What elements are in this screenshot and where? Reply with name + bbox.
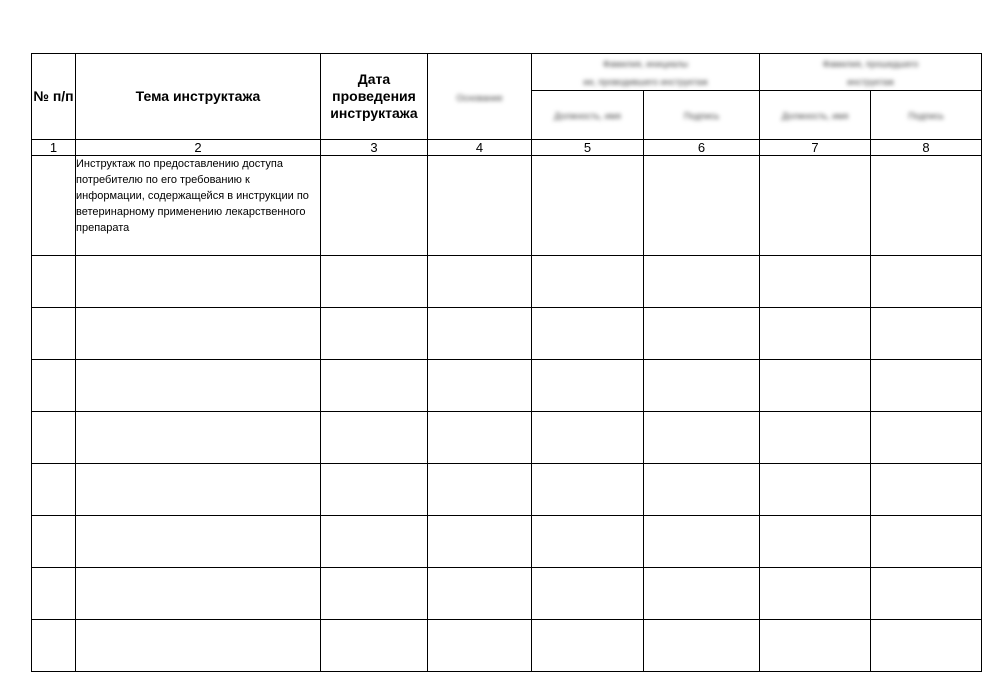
cell-instructor-position — [532, 568, 644, 620]
cell-basis — [428, 412, 532, 464]
cell-topic — [76, 412, 321, 464]
cell-topic: Инструктаж по предоставлению доступа потребителю по его требованию к информации, содержащейся в инструкции по ветеринарному применению лекарственного препарата — [76, 156, 321, 256]
cell-basis — [428, 464, 532, 516]
cell-date — [321, 516, 428, 568]
cell-instructor-signature — [644, 256, 760, 308]
cell-date — [321, 568, 428, 620]
header-group-b-subtext: инструктаж — [846, 77, 895, 87]
table-row — [32, 568, 982, 620]
column-number: 6 — [644, 140, 760, 156]
cell-num — [32, 620, 76, 672]
header-col8 — [871, 91, 982, 140]
table-row — [32, 464, 982, 516]
cell-trainee-signature — [871, 308, 982, 360]
header-col5 — [532, 91, 644, 140]
cell-basis — [428, 308, 532, 360]
cell-topic — [76, 568, 321, 620]
cell-topic — [76, 464, 321, 516]
cell-instructor-signature — [644, 156, 760, 256]
cell-basis — [428, 620, 532, 672]
cell-trainee-position — [760, 516, 871, 568]
cell-num — [32, 412, 76, 464]
cell-trainee-signature — [871, 516, 982, 568]
cell-trainee-signature — [871, 156, 982, 256]
cell-basis — [428, 516, 532, 568]
header-group-b-text: Фамилия, прошедшего — [822, 59, 919, 69]
cell-num — [32, 568, 76, 620]
cell-instructor-signature — [644, 308, 760, 360]
cell-instructor-position — [532, 412, 644, 464]
cell-date — [321, 412, 428, 464]
cell-date — [321, 620, 428, 672]
table-row — [32, 156, 982, 256]
header-topic: Тема инструктажа — [76, 54, 321, 140]
cell-instructor-signature — [644, 568, 760, 620]
cell-date — [321, 308, 428, 360]
cell-num — [32, 156, 76, 256]
column-number: 3 — [321, 140, 428, 156]
table-row — [32, 516, 982, 568]
table-row — [32, 620, 982, 672]
cell-date — [321, 464, 428, 516]
header-group-a-subtext: ии, проводившего инструктаж — [583, 77, 708, 87]
cell-instructor-signature — [644, 412, 760, 464]
cell-instructor-position — [532, 464, 644, 516]
cell-topic — [76, 620, 321, 672]
table-row — [32, 412, 982, 464]
cell-instructor-signature — [644, 516, 760, 568]
header-col6 — [644, 91, 760, 140]
header-group-a — [532, 54, 760, 91]
cell-instructor-signature — [644, 464, 760, 516]
cell-date — [321, 156, 428, 256]
cell-basis — [428, 568, 532, 620]
column-number: 8 — [871, 140, 982, 156]
header-col5-text: Должность, имя — [554, 111, 621, 121]
column-number: 7 — [760, 140, 871, 156]
cell-trainee-signature — [871, 620, 982, 672]
cell-instructor-position — [532, 156, 644, 256]
cell-instructor-position — [532, 620, 644, 672]
cell-trainee-position — [760, 620, 871, 672]
header-col8-text: Подпись — [908, 111, 944, 121]
table-row — [32, 308, 982, 360]
cell-instructor-signature — [644, 620, 760, 672]
header-date: Дата проведения инструктажа — [321, 54, 428, 140]
column-number: 2 — [76, 140, 321, 156]
column-number-row — [32, 140, 982, 156]
cell-trainee-signature — [871, 256, 982, 308]
cell-instructor-position — [532, 256, 644, 308]
cell-trainee-position — [760, 308, 871, 360]
instruction-journal-table — [31, 53, 982, 672]
cell-topic — [76, 516, 321, 568]
cell-instructor-position — [532, 308, 644, 360]
cell-num — [32, 256, 76, 308]
header-num: № п/п — [32, 54, 76, 140]
journal-body — [32, 140, 982, 672]
column-number: 4 — [428, 140, 532, 156]
cell-topic — [76, 308, 321, 360]
cell-trainee-signature — [871, 360, 982, 412]
cell-basis — [428, 256, 532, 308]
cell-instructor-signature — [644, 360, 760, 412]
cell-num — [32, 308, 76, 360]
header-col7-text: Должность, имя — [781, 111, 849, 121]
cell-trainee-signature — [871, 464, 982, 516]
header-group-b — [760, 54, 982, 91]
column-number: 5 — [532, 140, 644, 156]
header-col6-text: Подпись — [683, 111, 720, 121]
cell-instructor-position — [532, 360, 644, 412]
cell-basis — [428, 156, 532, 256]
cell-topic — [76, 256, 321, 308]
cell-num — [32, 516, 76, 568]
cell-trainee-position — [760, 256, 871, 308]
cell-instructor-position — [532, 516, 644, 568]
table-row — [32, 360, 982, 412]
cell-num — [32, 464, 76, 516]
cell-trainee-position — [760, 568, 871, 620]
journal-sheet — [31, 53, 981, 658]
cell-trainee-position — [760, 464, 871, 516]
header-row-top — [32, 54, 982, 91]
cell-trainee-position — [760, 412, 871, 464]
header-col4 — [428, 54, 532, 140]
cell-date — [321, 256, 428, 308]
cell-trainee-signature — [871, 412, 982, 464]
cell-date — [321, 360, 428, 412]
header-col4-text: Основание — [456, 92, 503, 103]
cell-trainee-signature — [871, 568, 982, 620]
table-row — [32, 256, 982, 308]
header-col7 — [760, 91, 871, 140]
cell-basis — [428, 360, 532, 412]
header-group-a-text: Фамилия, инициалы — [602, 59, 689, 69]
column-number: 1 — [32, 140, 76, 156]
cell-trainee-position — [760, 156, 871, 256]
cell-topic — [76, 360, 321, 412]
cell-num — [32, 360, 76, 412]
cell-trainee-position — [760, 360, 871, 412]
